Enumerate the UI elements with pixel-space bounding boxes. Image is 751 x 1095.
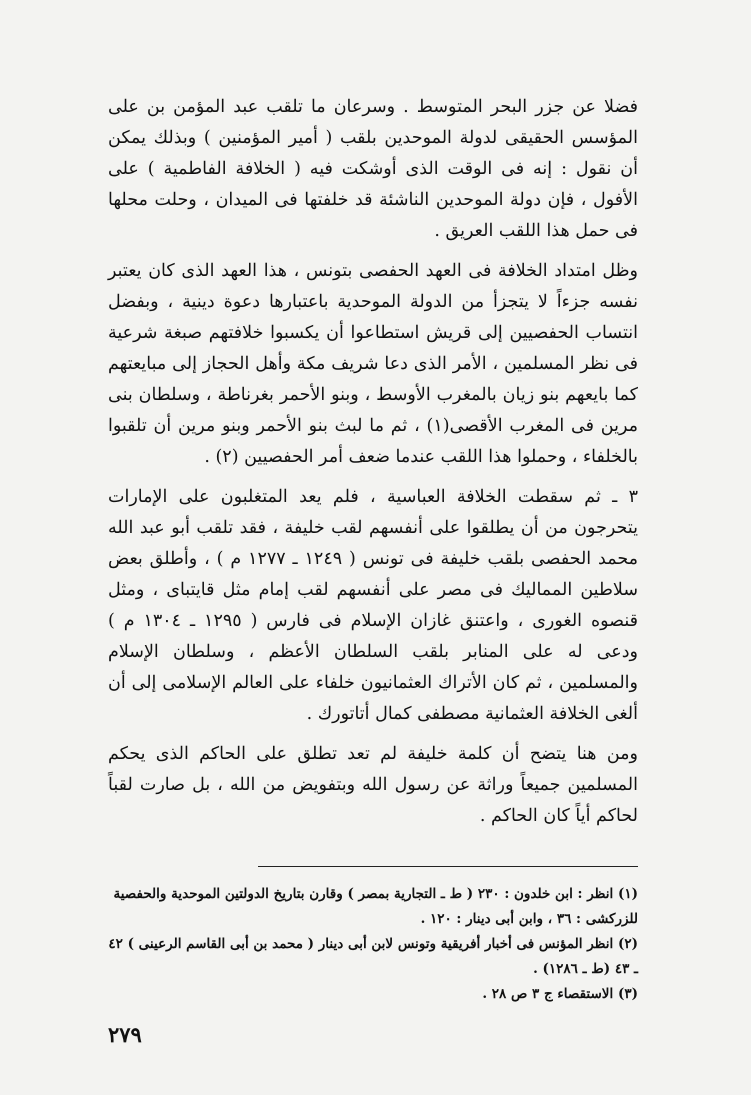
paragraph-2: وظل امتداد الخلافة فى العهد الحفصى بتونس ، هذا العهد الذى كان يعتبر نفسه جزءاً لا يتجزأ من الدولة الموحدية باعتبارها دعوة دينية ، وبفضل انتساب الحفصيين إلى قريش استطاعوا أن يكسبوا خلافتهم صبغة شرعية فى نظر المسلمين ، الأمر الذى دعا شريف مكة وأهل الحجاز إلى مبايعتهم كما بايعهم بنو زيان بالمغرب الأوسط ، وبنو الأحمر بغرناطة ، وسلطان بنى مرين فى المغرب الأقصى(١) ، ثم ما لبث بنو الأحمر وبنو مرين أن تلقبوا بالخلفاء ، وحملوا هذا اللقب عندما ضعف أمر الحفصيين (٢) . xyxy=(108,261,639,467)
paragraph-4: ومن هنا يتضح أن كلمة خليفة لم تعد تطلق على الحاكم الذى يحكم المسلمين جميعاً وراثة عن رسول الله وبتفويض من الله ، بل صارت لقباً لحاكم أياً كان الحاكم . xyxy=(108,744,638,826)
page-number: ٢٧٩ xyxy=(108,1022,142,1047)
main-text xyxy=(108,92,638,832)
paragraph-3: ٣ ـ ثم سقطت الخلافة العباسية ، فلم يعد المتغلبون على الإمارات يتحرجون من أن يطلقوا على أنفسهم لقب خليفة ، فقد تلقب أبو عبد الله محمد الحفصى بلقب خليفة فى تونس ( ١٢٤٩ ـ ١٢٧٧ م ) ، وأطلق بعض سلاطين المماليك فى مصر على أنفسهم لقب إمام مثل قايتباى ، ومثل قنصوه الغورى ، واعتنق غازان الإسلام فى فارس ( ١٢٩٥ ـ ١٣٠٤ م ) ودعى له على المنابر بلقب السلطان الأعظم ، وسلطان الإسلام والمسلمين ، ثم كان الأتراك العثمانيون خلفاء على العالم الإسلامى إلى أن ألغى الخلافة العثمانية مصطفى كمال أتاتورك . xyxy=(108,487,638,724)
paragraph-1: فضلا عن جزر البحر المتوسط . وسرعان ما تلقب عبد المؤمن بن على المؤسس الحقيقى لدولة الموحدين بلقب ( أمير المؤمنين ) وبذلك يمكن أن نقول : إنه فى الوقت الذى أوشكت فيه ( الخلافة الفاطمية ) على الأفول ، فإن دولة الموحدين الناشئة قد خلفتها فى الميدان ، وحلت محلها فى حمل هذا اللقب العريق . xyxy=(108,97,638,241)
footnote-divider xyxy=(258,866,638,867)
footnote-2: (٢) انظر المؤنس فى أخبار أفريقية وتونس لابن أبى دينار ( محمد بن أبى القاسم الرعينى ) ٤٢ ـ ٤٣ (ط ـ ١٢٨٦) . xyxy=(108,936,638,977)
footnotes xyxy=(108,882,638,1007)
footnote-3: (٣) الاستقصاء ج ٣ ص ٢٨ . xyxy=(482,986,638,1002)
footnote-1: (١) انظر : ابن خلدون : ٢٣٠ ( ط ـ التجارية بمصر ) وقارن بتاريخ الدولتين الموحدية والحفصية للزركشى : ٣٦ ، وابن أبى دينار : ١٢٠ . xyxy=(113,886,638,927)
